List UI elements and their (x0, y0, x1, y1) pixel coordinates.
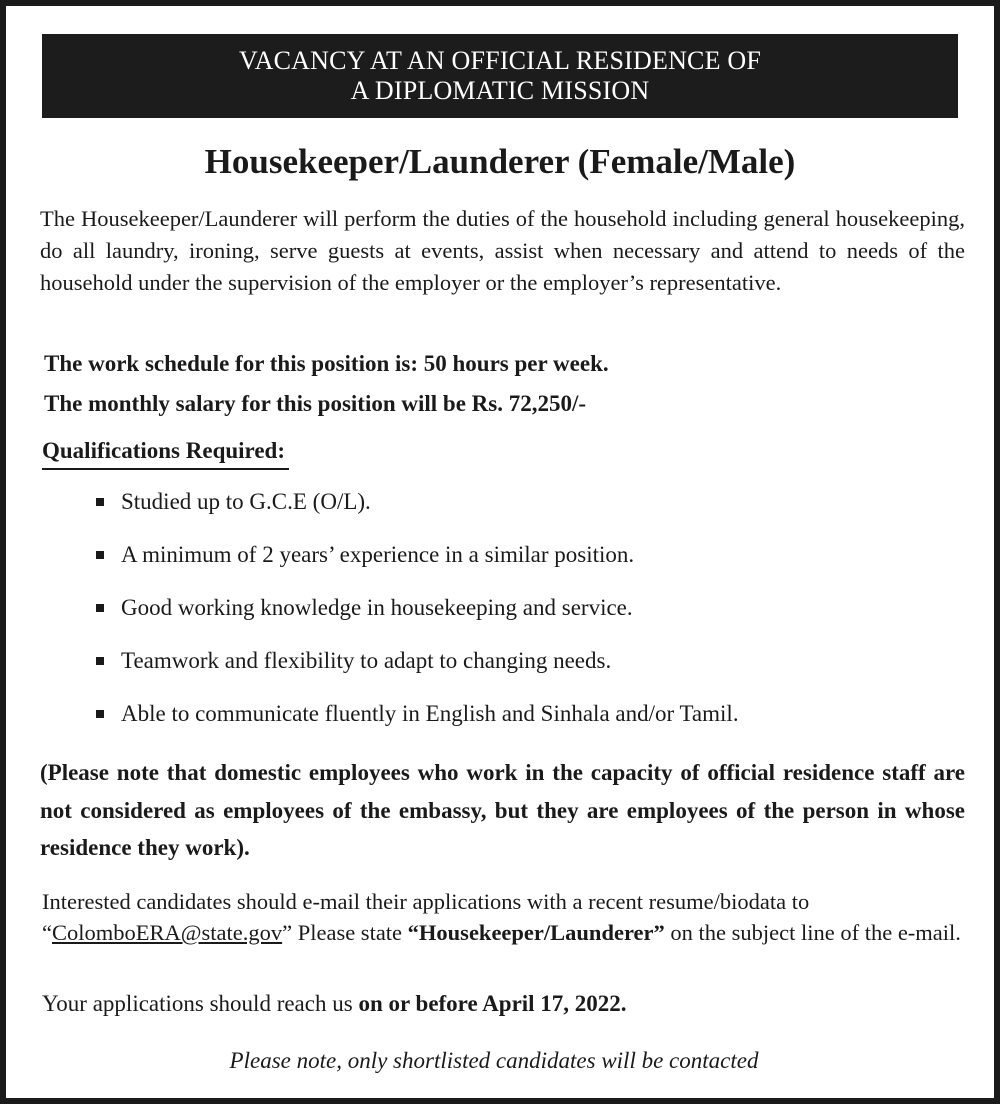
list-item (96, 644, 739, 678)
job-facts (44, 344, 609, 424)
list-item (96, 697, 739, 731)
apply-open-quote: “ (42, 920, 52, 945)
square-bullet-icon (96, 498, 104, 506)
list-item (96, 591, 739, 625)
qualification-text: Teamwork and flexibility to adapt to changing needs. (121, 648, 612, 673)
banner-line-2: A DIPLOMATIC MISSION (350, 76, 650, 105)
application-deadline (42, 987, 627, 1021)
subject-line-text: “Housekeeper/Launderer” (407, 920, 665, 945)
job-title: Housekeeper/Launderer (Female/Male) (204, 142, 796, 181)
employment-note: (Please note that domestic employees who work in the capacity of official residence staff are not considered as employees of the embassy, but they are employees of the person in whose residence they work). (40, 760, 965, 860)
banner-line-1: VACANCY AT AN OFFICIAL RESIDENCE OF (238, 46, 762, 75)
qualification-text: Studied up to G.C.E (O/L). (121, 489, 371, 514)
square-bullet-icon (96, 551, 104, 559)
job-description: The Housekeeper/Launderer will perform the duties of the household including general housekeeping, do all laundry, ironing, serve guests at events, assist when necessary and attend to needs of the household under the supervision of the employer or the employer’s representative. (40, 206, 965, 295)
application-instructions (42, 886, 962, 948)
qualification-text: A minimum of 2 years’ experience in a similar position. (121, 542, 635, 567)
square-bullet-icon (96, 604, 104, 612)
qualifications-list (96, 485, 739, 750)
deadline-prefix: Your applications should reach us (42, 991, 359, 1016)
deadline-date: on or before April 17, 2022. (358, 991, 627, 1016)
email-link[interactable]: ColomboERA@state.gov (52, 920, 283, 945)
square-bullet-icon (96, 710, 104, 718)
work-schedule: The work schedule for this position is: 50 hours per week. (44, 351, 609, 376)
qualification-text: Able to communicate fluently in English and Sinhala and/or Tamil. (121, 701, 739, 726)
monthly-salary: The monthly salary for this position will be Rs. 72,250/- (44, 391, 587, 416)
shortlist-footer-note: Please note, only shortlisted candidates will be contacted (229, 1048, 759, 1073)
apply-text-1: Interested candidates should e-mail their applications with a recent resume/biodata to (42, 889, 810, 914)
apply-text-2: ” Please state (282, 920, 408, 945)
qualifications-heading: Qualifications Required: (42, 436, 289, 470)
list-item (96, 485, 739, 519)
square-bullet-icon (96, 657, 104, 665)
apply-text-3: on the subject line of the e-mail. (664, 920, 961, 945)
list-item (96, 538, 739, 572)
vacancy-banner (42, 34, 958, 118)
qualification-text: Good working knowledge in housekeeping and service. (121, 595, 633, 620)
